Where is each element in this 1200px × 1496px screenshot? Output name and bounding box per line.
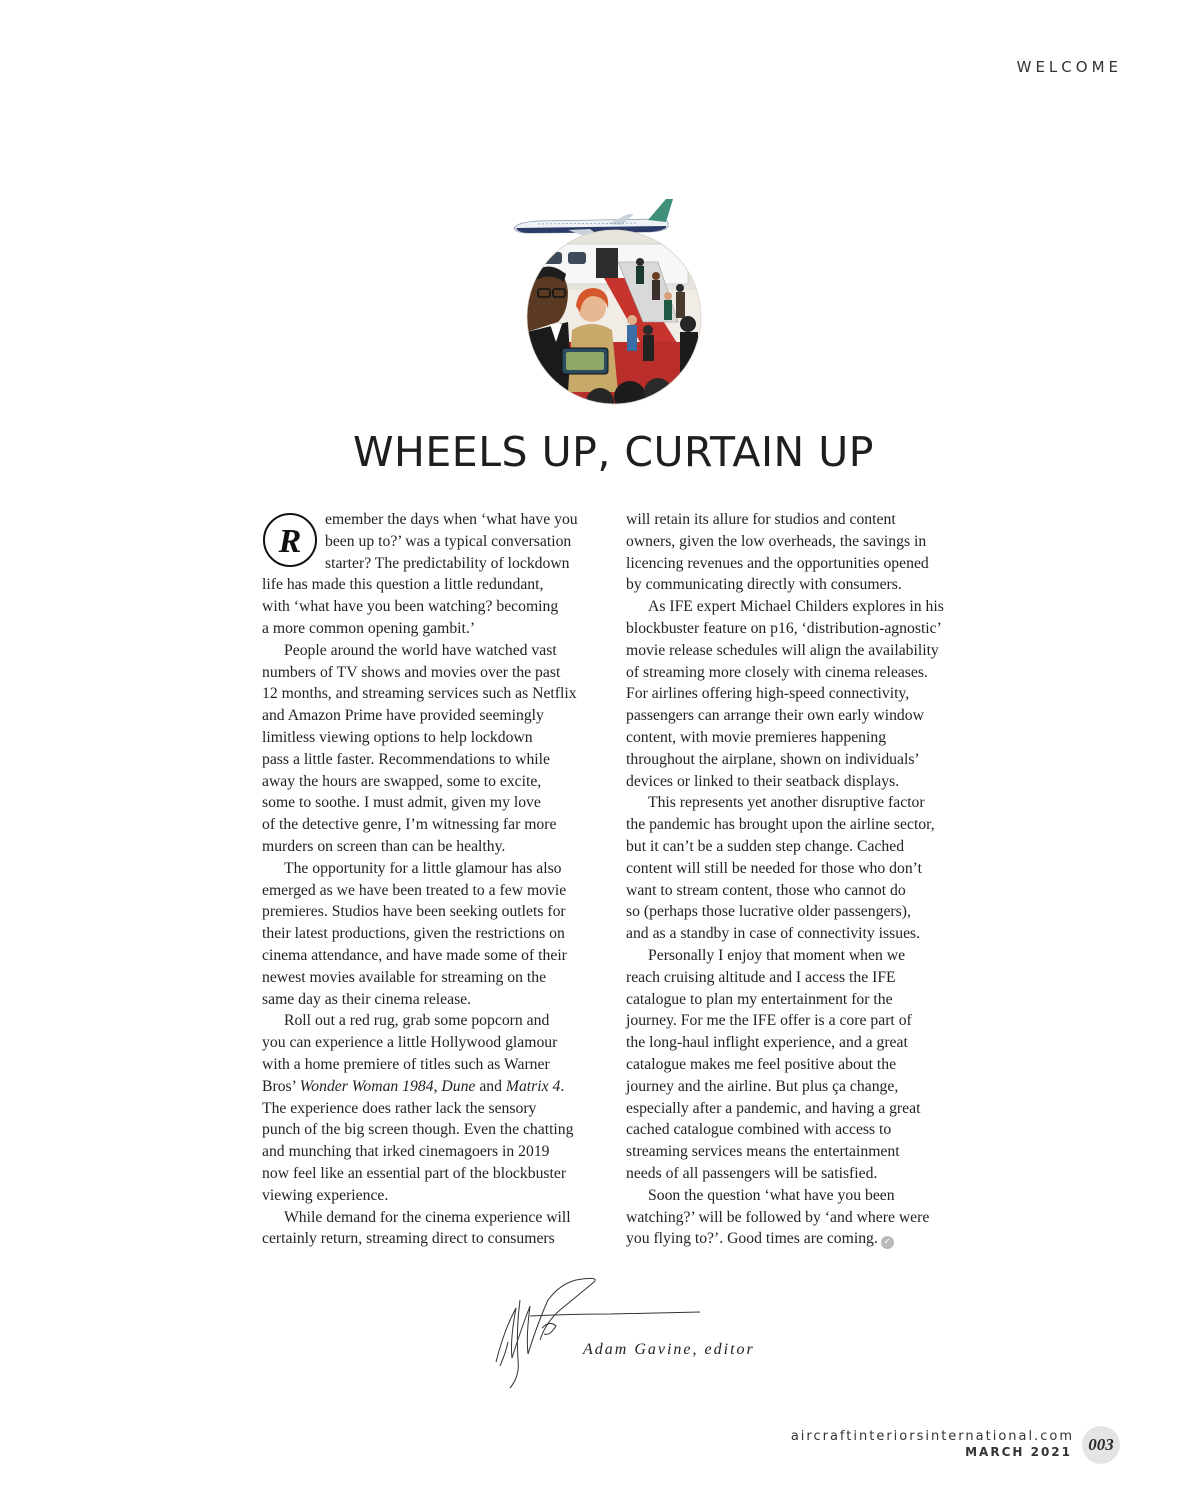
handwritten-signature-icon: [490, 1270, 710, 1395]
text-line: [262, 640, 607, 662]
text-line: [262, 1032, 607, 1054]
text-span: and as a standby in case of connectivity issues.: [626, 925, 921, 943]
text-line: [626, 967, 966, 989]
text-span: journey and the airline. But plus ça change,: [626, 1077, 899, 1095]
title-italic: Dune: [441, 1077, 476, 1095]
text-span: now feel like an essential part of the blockbuster: [262, 1164, 567, 1182]
text-span: As IFE expert Michael Childers explores in his: [648, 598, 944, 616]
end-of-article-mark-icon: ✓: [881, 1236, 894, 1249]
text-line: [626, 1098, 966, 1120]
text-span: cached catalogue combined with access to: [626, 1121, 892, 1139]
text-line: [262, 923, 607, 945]
text-line: [262, 662, 607, 684]
text-line: [626, 705, 966, 727]
text-line: [262, 1119, 607, 1141]
text-line: [626, 792, 966, 814]
text-line: [262, 574, 607, 596]
text-line: [262, 1163, 607, 1185]
text-line: [262, 618, 607, 640]
text-span: by communicating directly with consumers.: [626, 576, 902, 594]
text-span: certainly return, streaming direct to consumers: [262, 1230, 555, 1248]
text-span: you can experience a little Hollywood glamour: [262, 1034, 558, 1052]
text-span: of streaming more closely with cinema releases.: [626, 663, 928, 681]
text-span: viewing experience.: [262, 1186, 389, 1204]
text-span: People around the world have watched vast: [284, 641, 557, 659]
text-span: Personally I enjoy that moment when we: [648, 946, 906, 964]
text-span: been up to?’ was a typical conversation: [325, 532, 572, 550]
text-line: [626, 945, 966, 967]
text-line: [626, 771, 966, 793]
text-span: throughout the airplane, shown on individuals’: [626, 750, 920, 768]
text-span: ,: [433, 1077, 442, 1095]
footer-website: aircraftinteriorsinternational.com: [790, 1429, 1074, 1444]
text-span: emerged as we have been treated to a few movie: [262, 881, 567, 899]
text-span: the pandemic has brought upon the airline sector,: [626, 816, 935, 834]
text-line: [626, 858, 966, 880]
airplane-premiere-illustration-icon: [508, 192, 708, 407]
text-line: [262, 1054, 607, 1076]
text-line: [262, 814, 607, 836]
section-label: WELCOME: [1016, 58, 1122, 76]
text-span: devices or linked to their seatback displays.: [626, 772, 900, 790]
text-line: [626, 1185, 966, 1207]
text-span: content will still be needed for those who don’t: [626, 859, 922, 877]
text-line: [262, 989, 607, 1011]
text-span: pass a little faster. Recommendations to while: [262, 750, 550, 768]
text-line: [626, 531, 966, 553]
text-span: with a home premiere of titles such as Warner: [262, 1055, 550, 1073]
text-span: streaming services means the entertainment: [626, 1143, 900, 1161]
text-span: cinema attendance, and have made some of their: [262, 946, 567, 964]
text-span: so (perhaps those lucrative older passengers),: [626, 903, 911, 921]
text-line: [626, 901, 966, 923]
text-span: and munching that irked cinemagoers in 2019: [262, 1143, 550, 1161]
text-line: [626, 618, 966, 640]
text-line: [262, 705, 607, 727]
text-line: [626, 574, 966, 596]
text-line: [626, 836, 966, 858]
text-span: catalogue makes me feel positive about the: [626, 1055, 897, 1073]
text-span: needs of all passengers will be satisfied.: [626, 1164, 878, 1182]
text-line: [262, 1010, 607, 1032]
text-line: [626, 1228, 966, 1250]
article-headline: WHEELS UP, CURTAIN UP: [353, 428, 874, 476]
text-line: [626, 1076, 966, 1098]
article-column-right: [626, 509, 966, 1250]
text-line: [626, 553, 966, 575]
text-span: a more common opening gambit.’: [262, 619, 476, 637]
text-line: [262, 749, 607, 771]
text-span: .: [560, 1077, 565, 1095]
text-line: [626, 640, 966, 662]
text-span: premieres. Studios have been seeking outlets for: [262, 903, 566, 921]
text-line: [262, 1185, 607, 1207]
text-span: 12 months, and streaming services such as Netflix: [262, 685, 577, 703]
text-line: [262, 596, 607, 618]
text-span: blockbuster feature on p16, ‘distribution-agnostic’: [626, 619, 942, 637]
text-line: [262, 1141, 607, 1163]
text-span: The opportunity for a little glamour has also: [284, 859, 562, 877]
text-line: [626, 1207, 966, 1229]
text-span: reach cruising altitude and I access the IFE: [626, 968, 896, 986]
text-span: starter? The predictability of lockdown: [325, 554, 570, 572]
text-span: Soon the question ‘what have you been: [648, 1186, 895, 1204]
text-span: Bros’: [262, 1077, 300, 1095]
text-span: some to soothe. I must admit, given my love: [262, 794, 541, 812]
text-span: punch of the big screen though. Even the chatting: [262, 1121, 574, 1139]
text-span: with ‘what have you been watching? becoming: [262, 598, 559, 616]
text-span: numbers of TV shows and movies over the past: [262, 663, 561, 681]
text-line: [626, 1163, 966, 1185]
text-span: same day as their cinema release.: [262, 990, 472, 1008]
text-span: the long-haul inflight experience, and a great: [626, 1034, 908, 1052]
text-span: newest movies available for streaming on the: [262, 968, 547, 986]
text-line: [626, 923, 966, 945]
text-span: and Amazon Prime have provided seemingly: [262, 707, 544, 725]
text-line: [626, 596, 966, 618]
text-span: will retain its allure for studios and content: [626, 511, 896, 528]
author-byline: Adam Gavine, editor: [583, 1341, 755, 1358]
text-span: emember the days when ‘what have you: [325, 511, 578, 528]
left-column-text: [262, 509, 607, 1250]
text-line: [626, 880, 966, 902]
text-line: [626, 1141, 966, 1163]
text-line: [626, 1032, 966, 1054]
text-line: [262, 967, 607, 989]
text-span: and: [475, 1077, 506, 1095]
text-line: [262, 880, 607, 902]
text-line: [262, 683, 607, 705]
dropcap-letter: R: [278, 523, 302, 560]
text-line: [262, 945, 607, 967]
right-column-text: [626, 509, 966, 1250]
text-line: [626, 989, 966, 1011]
text-span: especially after a pandemic, and having a great: [626, 1099, 921, 1117]
text-span: murders on screen than can be healthy.: [262, 837, 506, 855]
text-span: life has made this question a little redundant,: [262, 576, 544, 594]
article-column-left: [262, 509, 607, 1250]
text-line: [262, 792, 607, 814]
text-span: While demand for the cinema experience will: [284, 1208, 571, 1226]
text-span: journey. For me the IFE offer is a core part of: [626, 1012, 912, 1030]
dropcap: [262, 512, 318, 568]
text-span: of the detective genre, I’m witnessing far more: [262, 816, 557, 834]
text-span: catalogue to plan my entertainment for the: [626, 990, 893, 1008]
text-line: [262, 1098, 607, 1120]
text-line: [626, 509, 966, 531]
text-line: [626, 1010, 966, 1032]
text-span: This represents yet another disruptive factor: [648, 794, 925, 812]
text-span: away the hours are swapped, some to excite,: [262, 772, 542, 790]
title-italic: Matrix 4: [505, 1077, 561, 1095]
text-span: passengers can arrange their own early window: [626, 707, 924, 725]
text-span: limitless viewing options to help lockdown: [262, 728, 533, 746]
text-span: For airlines offering high-speed connectivity,: [626, 685, 910, 703]
text-line: [626, 683, 966, 705]
text-line: [626, 1054, 966, 1076]
text-line: [262, 836, 607, 858]
text-span: licencing revenues and the opportunities opened: [626, 554, 929, 572]
title-italic: Wonder Woman 1984: [299, 1077, 434, 1095]
text-span: owners, given the low overheads, the savings in: [626, 532, 927, 550]
text-span: you flying to?’. Good times are coming.: [626, 1230, 878, 1248]
text-span: their latest productions, given the restrictions on: [262, 925, 565, 943]
text-line: [262, 858, 607, 880]
text-line: [626, 727, 966, 749]
text-span: movie release schedules will align the availability: [626, 641, 939, 659]
text-line: [262, 1228, 607, 1250]
text-line: [262, 727, 607, 749]
page-number: 003: [1082, 1426, 1120, 1464]
text-line: [262, 901, 607, 923]
footer-issue-date: MARCH 2021: [965, 1445, 1072, 1459]
text-span: watching?’ will be followed by ‘and where were: [626, 1208, 930, 1226]
text-span: content, with movie premieres happening: [626, 728, 887, 746]
text-line: [262, 1076, 607, 1098]
text-span: want to stream content, those who cannot do: [626, 881, 906, 899]
text-line: [626, 1119, 966, 1141]
text-line: [262, 771, 607, 793]
text-span: The experience does rather lack the sensory: [262, 1099, 537, 1117]
text-line: [626, 749, 966, 771]
text-line: [262, 1207, 607, 1229]
text-line: [626, 814, 966, 836]
text-span: but it can’t be a sudden step change. Cached: [626, 837, 905, 855]
text-line: [626, 662, 966, 684]
text-span: Roll out a red rug, grab some popcorn and: [284, 1012, 550, 1030]
